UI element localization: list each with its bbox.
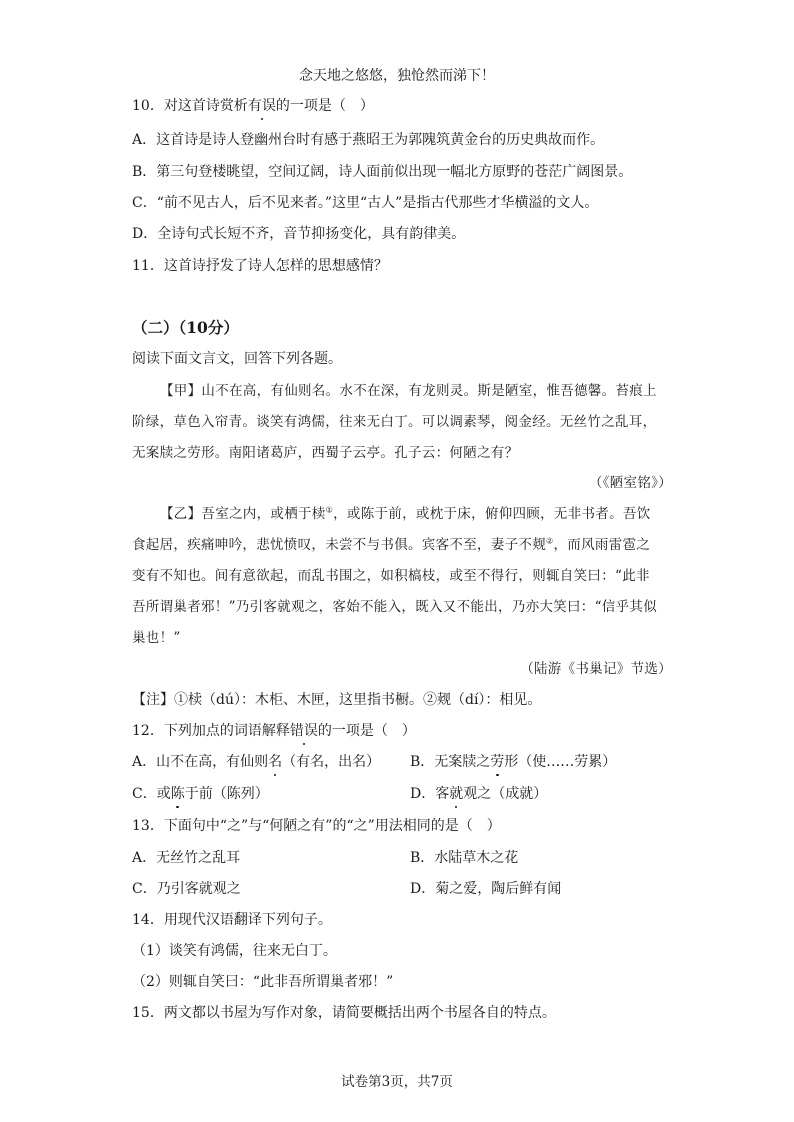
- q13-option-b: B．水陆草木之花: [410, 850, 519, 866]
- q12-b-pre: B．无案牍之: [410, 754, 491, 770]
- question-14: 14．用现代汉语翻译下列句子。: [132, 912, 332, 928]
- q10-stem-pre: 10．对这首诗赏析: [132, 98, 248, 114]
- page-footer: 试卷第3页，共7页: [341, 1074, 453, 1090]
- q12-a-pre: A．山不在高，有仙则: [132, 754, 269, 770]
- footnote-ref-2: ②: [546, 536, 554, 546]
- q12-a-dot: 名: [268, 754, 283, 770]
- question-12: [132, 722, 416, 740]
- q12-stem-dot: 错误: [289, 723, 318, 739]
- q12-option-b: [410, 753, 616, 771]
- q12-c-pre: C．或: [132, 786, 171, 802]
- yi-line-1: [160, 505, 651, 523]
- question-11: 11．这首诗抒发了诗人怎样的思想感情？: [132, 258, 388, 274]
- q12-d-pre: D．客: [410, 786, 450, 802]
- q12-option-c: [132, 785, 269, 803]
- q10-stem-post: 的一项是（ ）: [275, 98, 374, 114]
- q13-option-c: C．乃引客就观之: [132, 881, 241, 897]
- footnote-ref-1: ①: [325, 505, 334, 515]
- section-heading: （二）（10分）: [132, 318, 239, 337]
- q12-stem-pre: 12．下列加点的词语解释: [132, 723, 290, 739]
- q13-option-a: A．无丝竹之乱耳: [132, 850, 241, 866]
- q14-sentence-1: （1）谈笑有鸿儒，往来无白丁。: [132, 943, 337, 959]
- q12-d-dot: 就: [449, 786, 464, 802]
- q12-b-dot: 劳: [490, 754, 505, 770]
- q10-option-b: B．第三句登楼眺望，空间辽阔，诗人面前似出现一幅北方原野的苍茫广阔图景。: [132, 164, 633, 180]
- yi-l2a: 食起居，疾痛呻吟，悲忧愤叹，未尝不与书俱。宾客不至，妻子不觌: [132, 537, 546, 553]
- q12-c-dot: 陈: [170, 786, 185, 802]
- q12-stem-post: 的一项是（ ）: [317, 723, 416, 739]
- yi-source: （陆游《书巢记》节选）: [520, 661, 672, 677]
- q10-option-a: A．这首诗是诗人登幽州台时有感于燕昭王为郭隗筑黄金台的历史典故而作。: [132, 132, 605, 148]
- q14-sentence-2: （2）则辄自笑曰：“此非吾所谓巢者邪！”: [132, 974, 394, 990]
- q10-option-d: D．全诗句式长短不齐，音节抑扬变化，具有韵律美。: [132, 226, 466, 242]
- yi-line-2: [132, 536, 650, 554]
- yi-line-4: 吾所谓巢者邪！”乃引客就观之，客始不能入，既入又不能出，乃亦大笑曰：“信乎其似: [132, 599, 658, 615]
- q13-option-d: D．菊之爱，陶后鲜有闻: [410, 881, 562, 897]
- question-15: 15．两文都以书屋为写作对象，请简要概括出两个书屋各自的特点。: [132, 1005, 556, 1021]
- q10-option-c: C．“前不见古人，后不见来者。”这里“古人”是指古代那些才华横溢的文人。: [132, 195, 599, 211]
- jia-source: （《陋室铭》）: [588, 475, 672, 491]
- jia-line-2: 阶绿，草色入帘青。谈笑有鸿儒，往来无白丁。可以调素琴，阅金经。无丝竹之乱耳，: [132, 414, 657, 430]
- q12-c-post: 于前（陈列）: [184, 786, 269, 802]
- q12-option-a: [132, 753, 380, 771]
- yi-l2b: ，而风雨雷雹之: [553, 537, 651, 553]
- q12-d-post: 观之（成就）: [463, 786, 548, 802]
- yi-l1b: ，或陈于前，或枕于床，俯仰四顾，无非书者。吾饮: [333, 506, 651, 522]
- question-10: [132, 97, 374, 115]
- yi-l1a: 【乙】吾室之内，或栖于椟: [160, 506, 326, 522]
- q12-option-d: [410, 785, 547, 803]
- yi-line-5: 巢也！”: [132, 630, 181, 646]
- yi-line-3: 变有不知也。间有意欲起，而乱书围之，如积槁枝，或至不得行，则辄自笑曰：“此非: [132, 568, 650, 584]
- jia-line-3: 无案牍之劳形。南阳诸葛庐，西蜀子云亭。孔子云：何陋之有？: [132, 445, 519, 461]
- q12-a-post: （有名，出名）: [282, 754, 381, 770]
- q12-b-post: 形（使……劳累）: [504, 754, 617, 770]
- section-instruction: 阅读下面文言文，回答下列各题。: [132, 351, 342, 367]
- q10-stem-dot: 有误: [247, 98, 276, 114]
- annotation-note: 【注】①椟（dú）：木柜、木匣，这里指书橱。②觌（dí）：相见。: [132, 692, 542, 708]
- question-13: 13．下面句中“之”与“何陋之有”的“之”用法相同的是（ ）: [132, 818, 501, 834]
- poem-last-line: 念天地之悠悠，独怆然而涕下！: [299, 68, 495, 84]
- jia-line-1: 【甲】山不在高，有仙则名。水不在深，有龙则灵。斯是陋室，惟吾德馨。苔痕上: [160, 383, 657, 399]
